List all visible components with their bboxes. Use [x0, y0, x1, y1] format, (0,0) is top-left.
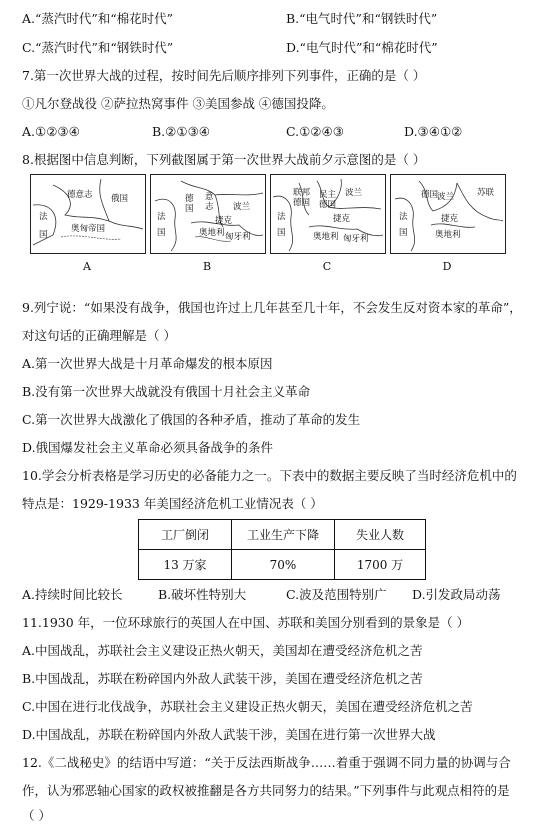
- q10-stem-line1: 10.学会分析表格是学习历史的必备能力之一。下表中的数据主要反映了当时经济危机中的: [22, 468, 517, 483]
- map-c-label-7: 国: [277, 228, 286, 238]
- q9-stem-line2: 对这句话的正确理解是（ ）: [22, 328, 176, 343]
- table-header-cell: 工业生产下降: [232, 520, 335, 550]
- table-cell: 1700 万: [335, 550, 426, 580]
- map-a-label-5: 奥匈帝国: [71, 224, 106, 234]
- table-cell: 13 万家: [139, 550, 232, 580]
- table-cell: 70%: [232, 550, 335, 580]
- map-b-label-10: 捷克: [215, 216, 233, 226]
- map-b-label-5: 法: [157, 212, 166, 222]
- table-row: [139, 550, 426, 580]
- q7-option-c: C.①②④③: [286, 124, 344, 139]
- map-label-d: D: [442, 260, 452, 273]
- map-b-label-7: 波兰: [233, 202, 251, 212]
- q9-option-d: D.俄国爆发社会主义革命必须具备战争的条件: [22, 440, 274, 455]
- map-d-label-1: 德国: [421, 190, 439, 200]
- map-d-label-7: 奥地利: [435, 230, 461, 240]
- map-label-c: C: [322, 260, 332, 273]
- map-c-label-3: 波兰: [345, 188, 363, 198]
- map-d-label-2: 波兰: [437, 192, 455, 202]
- map-d-label-6: 捷克: [441, 214, 459, 224]
- map-c-label-8: 捷克: [333, 214, 351, 224]
- map-c-label-10: 匈牙利: [343, 234, 369, 244]
- map-b-label-6: 国: [157, 228, 166, 238]
- q6-option-c: C.“蒸汽时代”和“钢铁时代”: [22, 40, 174, 55]
- q10-option-b: B.破坏性特别大: [158, 587, 247, 602]
- map-b-label-2: 国: [185, 204, 194, 214]
- map-label-b: B: [202, 260, 212, 273]
- map-d: [390, 174, 506, 254]
- map-b-label-3: 意: [205, 192, 214, 202]
- q8-stem: 8.根据图中信息判断，下列截图属于第一次世界大战前夕示意图的是（ ）: [22, 152, 426, 167]
- map-c-label-5: 德国: [319, 200, 337, 210]
- map-a-label-1: 德意志: [67, 190, 93, 200]
- q8-map-figure: [30, 174, 540, 274]
- q10-option-a: A.持续时间比较长: [22, 587, 123, 602]
- q12-stem-line1: 12.《二战秘史》的结语中写道：“关于反法西斯战争……着重于强调不同力量的协调与合: [22, 755, 511, 770]
- table-header-row: [139, 520, 426, 550]
- q11-option-d: D.中国战乱，苏联在粉碎国内外敌人武装干涉，美国在进行第一次世界大战: [22, 727, 436, 742]
- q11-stem: 11.1930 年，一位环球旅行的英国人在中国、苏联和美国分别看到的景象是（ ）: [22, 615, 470, 630]
- map-b: [150, 174, 266, 254]
- map-c-label-9: 奥地利: [313, 232, 339, 242]
- map-d-label-4: 法: [399, 212, 408, 222]
- map-c: [270, 174, 386, 254]
- q7-events: ①凡尔登战役 ②萨拉热窝事件 ③美国参战 ④德国投降。: [22, 96, 334, 111]
- map-c-label-1: 联邦: [293, 188, 311, 198]
- q11-option-a: A.中国战乱，苏联社会主义建设正热火朝天，美国却在遭受经济危机之苦: [22, 643, 423, 658]
- q9-option-b: B.没有第一次世界大战就没有俄国十月社会主义革命: [22, 384, 311, 399]
- q7-stem: 7.第一次世界大战的过程，按时间先后顺序排列下列事件，正确的是（ ）: [22, 68, 426, 83]
- q10-option-c: C.波及范围特别广: [286, 587, 387, 602]
- map-a-label-2: 俄国: [111, 194, 129, 204]
- q12-stem-line3: （ ）: [22, 808, 51, 823]
- q10-stem-line2: 特点是：1929-1933 年美国经济危机工业情况表（ ）: [22, 496, 323, 511]
- map-b-label-8: 奥地利: [199, 228, 225, 238]
- q9-option-a: A.第一次世界大战是十月革命爆发的根本原因: [22, 356, 273, 371]
- map-a-label-3: 法: [39, 212, 48, 222]
- map-b-label-1: 德: [185, 194, 194, 204]
- map-a: [30, 174, 146, 254]
- map-label-a: A: [83, 260, 91, 273]
- economic-crisis-table: [138, 519, 426, 580]
- q10-option-d: D.引发政局动荡: [412, 587, 501, 602]
- q11-option-c: C.中国在进行北伐战争，苏联社会主义建设正热火朝天，美国在遭受经济危机之苦: [22, 699, 473, 714]
- q7-option-d: D.③④①②: [404, 124, 463, 139]
- map-d-label-3: 苏联: [477, 188, 495, 198]
- map-d-label-5: 国: [399, 228, 408, 238]
- map-c-label-4: 民主: [319, 190, 337, 200]
- map-b-label-4: 志: [205, 202, 214, 212]
- table-header-cell: 失业人数: [335, 520, 426, 550]
- q9-stem-line1: 9.列宁说：“如果没有战争，俄国也许过上几年甚至几十年，不会发生反对资本家的革命”，: [22, 300, 522, 315]
- map-c-label-2: 德国: [293, 198, 311, 208]
- q6-option-d: D.“电气时代”和“棉花时代”: [286, 40, 438, 55]
- map-a-label-4: 国: [39, 230, 48, 240]
- q7-option-b: B.②①③④: [152, 124, 210, 139]
- q11-option-b: B.中国战乱，苏联在粉碎国内外敌人武装干涉，美国在遭受经济危机之苦: [22, 671, 423, 686]
- map-b-label-9: 匈牙利: [225, 232, 251, 242]
- q9-option-c: C.第一次世界大战激化了俄国的各种矛盾，推动了革命的发生: [22, 412, 361, 427]
- table-header-cell: 工厂倒闭: [139, 520, 232, 550]
- q7-option-a: A.①②③④: [22, 124, 80, 139]
- q6-option-a: A.“蒸汽时代”和“棉花时代”: [22, 11, 174, 26]
- map-c-label-6: 法: [277, 212, 286, 222]
- q6-option-b: B.“电气时代”和“钢铁时代”: [286, 11, 438, 26]
- q12-stem-line2: 作，认为邪恶轴心国家的政权被推翻是各方共同努力的结果。”下列事件与此观点相符的是: [22, 783, 510, 798]
